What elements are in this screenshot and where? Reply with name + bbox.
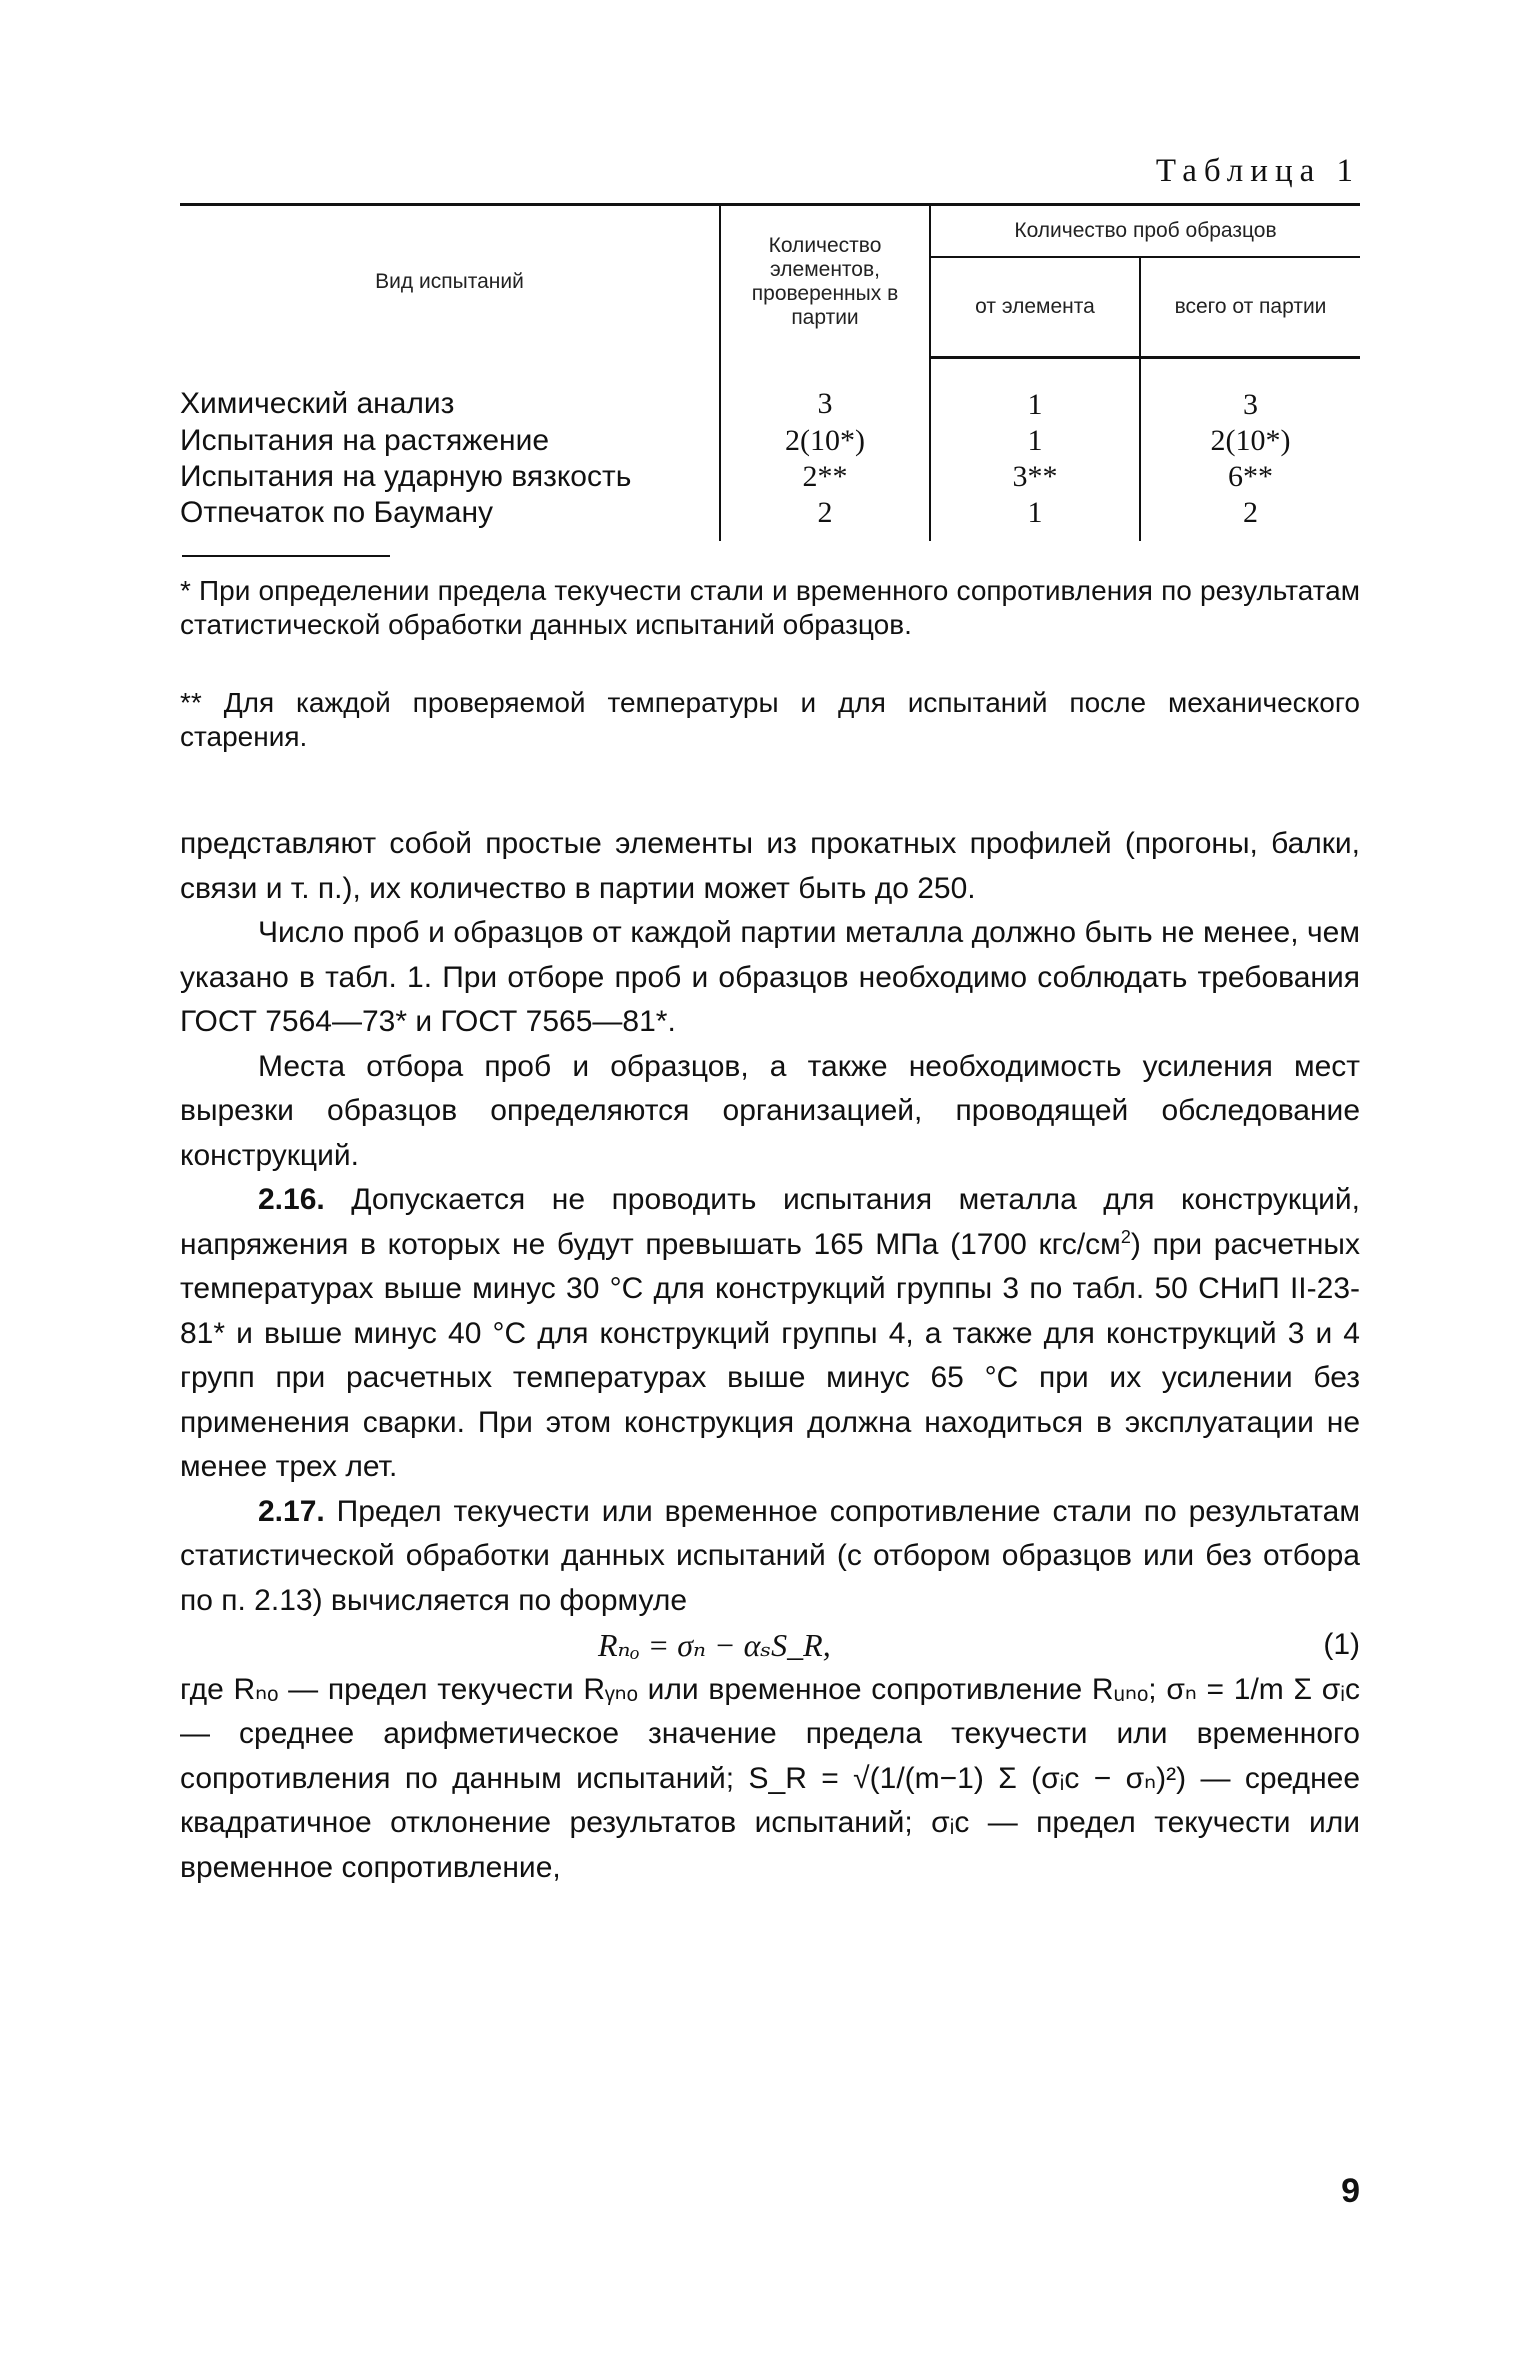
table-caption: Таблица 1: [1155, 153, 1360, 189]
row-elements: 2: [720, 495, 930, 541]
header-from-element: от элемента: [930, 257, 1140, 358]
row-test-name: Химический анализ: [180, 387, 455, 421]
formula: Rₙₒ = σₙ − αₛS_R,: [598, 1627, 831, 1663]
clause-text: Предел текучести или временное сопротивление стали по результатам статистической обработки данных испытаний (с отбором образцов или без отбора по п. 2.13) вычисляется по формуле: [180, 1494, 1360, 1617]
row-total: 2(10*): [1140, 423, 1360, 459]
row-total: 6**: [1140, 459, 1360, 495]
paragraph: Число проб и образцов от каждой партии металла должно быть не менее, чем указано в табл. 1. При отборе проб и образцов необходимо соблюдать требования ГОСТ 7564—73* и ГОСТ 7565—81*.: [180, 916, 1360, 1038]
paragraph: где Rₙₒ — предел текучести Rᵧₙₒ или временное сопротивление Rᵤₙₒ; σₙ = 1/m Σ σᵢc — среднее арифметическое значение предела текучести или временного сопротивления по данным испытаний; S_R = √(1/(m−1) Σ (σᵢc − σₙ)²) — среднее квадратичное отклонение результатов испытаний; σᵢc — предел текучести или временное сопротивление,: [180, 1672, 1360, 1884]
formula-number: (1): [1323, 1628, 1360, 1661]
row-elements: 2(10*): [720, 423, 930, 459]
clause-number: 2.17.: [258, 1494, 325, 1528]
row-elements: 2**: [720, 459, 930, 495]
body-text: [180, 822, 1360, 1890]
clause-number: 2.16.: [258, 1183, 325, 1216]
row-test-name: Испытания на растяжение: [180, 424, 550, 457]
paragraph: представляют собой простые элементы из прокатных профилей (прогоны, балки, связи и т. п.), их количество в партии может быть до 250.: [180, 827, 1360, 905]
table-row: [180, 459, 1360, 495]
table-row: [180, 495, 1360, 541]
row-total: 3: [1140, 358, 1360, 424]
footnote-2: ** Для каждой проверяемой температуры и для испытаний после механического старения.: [180, 687, 1360, 752]
clause-text: Допускается не проводить испытания металла для конструкций, напряжения в которых не будут превышать 165 МПа (1700 кгс/см: [180, 1183, 1360, 1261]
row-test-name: Испытания на ударную вязкость: [180, 460, 632, 493]
header-test-type: Вид испытаний: [180, 205, 720, 358]
table-row: [180, 423, 1360, 459]
row-from-element: 3**: [930, 459, 1140, 495]
samples-table: [180, 203, 1360, 541]
footnote-1: * При определении предела текучести стали и временного сопротивления по результатам статистической обработки данных испытаний образцов.: [180, 575, 1360, 640]
page-number: 9: [1341, 2172, 1360, 2210]
row-from-element: 1: [930, 358, 1140, 424]
header-total-from-batch: всего от партии: [1140, 257, 1360, 358]
row-from-element: 1: [930, 423, 1140, 459]
paragraph: Места отбора проб и образцов, а также необходимость усиления мест вырезки образцов определяются организацией, проводящей обследование конструкций.: [180, 1049, 1360, 1172]
table-row: [180, 358, 1360, 424]
formula-row: [180, 1623, 1360, 1668]
header-samples-group: Количество проб образцов: [930, 205, 1360, 258]
row-from-element: 1: [930, 495, 1140, 541]
row-total: 2: [1140, 495, 1360, 541]
header-elements-count: Количество элементов, проверенных в партии: [720, 205, 930, 358]
superscript: 2: [1120, 1226, 1131, 1247]
paragraph-2-16: [180, 1178, 1360, 1490]
row-elements: 3: [720, 358, 930, 424]
clause-text-cont: ) при расчетных температурах выше минус 30 °С для конструкций группы 3 по табл. 50 СНиП II-23-81* и выше минус 40 °С для конструкций группы 4, а также для конструкций 3 и 4 групп при расчетных температурах выше минус 65 °С при их усилении без применения сварки. При этом конструкция должна находиться в эксплуатации не менее трех лет.: [180, 1227, 1360, 1483]
paragraph-2-17: [180, 1490, 1360, 1624]
row-test-name: Отпечаток по Бауману: [180, 496, 494, 529]
footnote-divider: [182, 555, 390, 557]
